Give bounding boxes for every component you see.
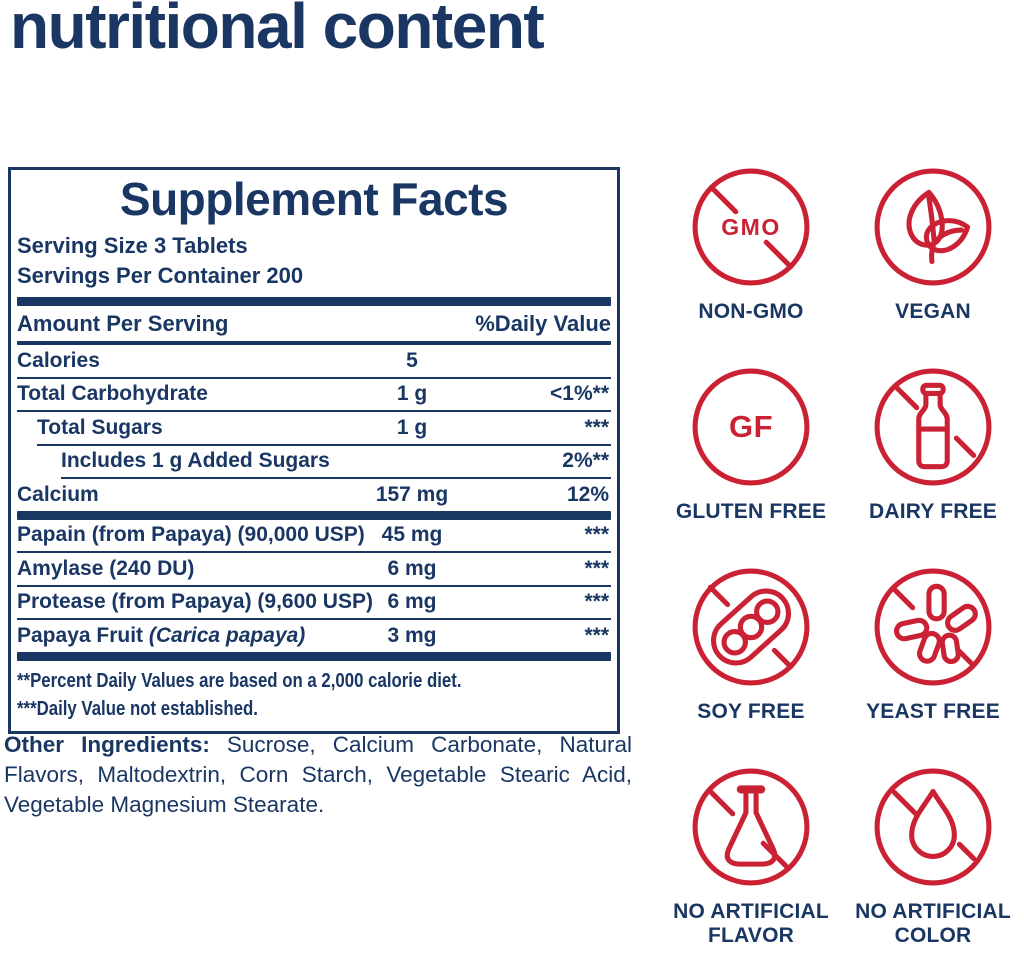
table-row [17, 446, 611, 478]
nutrient-amount: 6 mg [387, 556, 437, 580]
divider-thick [17, 511, 611, 520]
badge-label: DAIRY FREE [868, 500, 998, 523]
nutrient-dv: *** [584, 590, 609, 614]
serving-size: Serving Size 3 Tablets [17, 233, 248, 258]
nutrient-dv: 2%** [562, 449, 609, 473]
badge-label: NO ARTIFICIAL COLOR [855, 900, 1011, 947]
nutrient-name: Includes 1 g Added Sugars [61, 449, 330, 473]
nutrient-dv: *** [584, 556, 609, 580]
table-row [17, 520, 611, 552]
nutrient-name: Papain (from Papaya) (90,000 USP) [17, 523, 365, 547]
nutrient-amount: 45 mg [381, 523, 443, 547]
badge-yeast-free [842, 566, 1024, 766]
flask-icon [690, 766, 812, 888]
non-gmo-icon [690, 166, 812, 288]
nutrient-amount: 1 g [396, 382, 428, 406]
table-row [17, 553, 611, 585]
nutrient-amount: 1 g [396, 415, 428, 439]
droplet-icon [872, 766, 994, 888]
yeast-capsules-icon [872, 566, 994, 688]
nutrient-name [17, 624, 305, 648]
badge-no-artificial-color [842, 766, 1024, 966]
table-row [17, 620, 611, 652]
nutrient-amount: 6 mg [387, 590, 437, 614]
nutrient-amount: 157 mg [375, 482, 449, 506]
header-daily-value: %Daily Value [475, 310, 611, 336]
table-row [17, 479, 611, 511]
table-header-row [17, 306, 611, 341]
badge-dairy-free [842, 366, 1024, 566]
badge-label: NON-GMO [698, 300, 804, 323]
nutrient-dv: 12% [566, 482, 609, 506]
table-row [17, 345, 611, 377]
nutrient-dv: <1%** [550, 382, 609, 406]
nutrient-name: Amylase (240 DU) [17, 556, 195, 580]
milk-bottle-icon [872, 366, 994, 488]
badge-label: SOY FREE [697, 700, 805, 723]
soy-pod-icon [690, 566, 812, 688]
badge-label: GLUTEN FREE [675, 500, 827, 523]
other-ingredients-text: Sucrose, Calcium Carbonate, Natural Flavors, Maltodextrin, Corn Starch, Vegetable Stearic Acid, Vegetable Magnesium Stearate. [4, 732, 632, 817]
nutrient-dv: *** [584, 623, 609, 647]
gmo-icon-text: GMO [721, 213, 781, 240]
nutrient-name-regular: Papaya Fruit [17, 623, 149, 647]
table-row [17, 379, 611, 411]
nutrient-name: Calcium [17, 482, 99, 506]
gluten-free-icon [690, 366, 812, 488]
nutrient-name: Protease (from Papaya) (9,600 USP) [17, 590, 373, 614]
nutrient-amount: 5 [406, 348, 418, 372]
other-ingredients-label: Other Ingredients: [4, 732, 210, 757]
header-amount-per-serving: Amount Per Serving [17, 310, 229, 336]
servings-per-container: Servings Per Container 200 [17, 263, 304, 288]
badge-label: YEAST FREE [866, 700, 1000, 723]
badge-no-artificial-flavor [660, 766, 842, 966]
badge-soy-free [660, 566, 842, 766]
badge-grid [660, 166, 1024, 966]
other-ingredients [4, 730, 632, 820]
footnote-daily-values [17, 667, 611, 695]
nutrient-dv: *** [584, 523, 609, 547]
divider-thick [17, 297, 611, 306]
gf-icon-text: GF [728, 409, 774, 444]
nutrient-name: Total Carbohydrate [17, 382, 208, 406]
badge-label: NO ARTIFICIAL FLAVOR [673, 900, 829, 947]
footnote-text: **Percent Daily Values are based on a 2,000 calorie diet. [17, 669, 462, 692]
table-row [17, 412, 611, 444]
badge-vegan [842, 166, 1024, 366]
badge-label: VEGAN [895, 300, 971, 323]
nutrient-dv: *** [584, 415, 609, 439]
badge-non-gmo [660, 166, 842, 366]
page-title: nutritional content [10, 0, 544, 62]
vegan-leaves-icon [872, 166, 994, 288]
table-row [17, 587, 611, 619]
supplement-facts-panel [8, 167, 620, 734]
nutrient-name-latin: (Carica papaya) [148, 623, 306, 647]
footnote-not-established [17, 695, 611, 723]
nutrient-amount: 3 mg [387, 623, 437, 647]
supplement-facts-title: Supplement Facts [119, 173, 509, 225]
divider-thick [17, 652, 611, 661]
nutrient-name: Total Sugars [37, 415, 163, 439]
nutrient-name: Calories [17, 348, 100, 372]
footnote-text: ***Daily Value not established. [17, 697, 258, 720]
footnotes [17, 667, 611, 723]
badge-gluten-free [660, 366, 842, 566]
